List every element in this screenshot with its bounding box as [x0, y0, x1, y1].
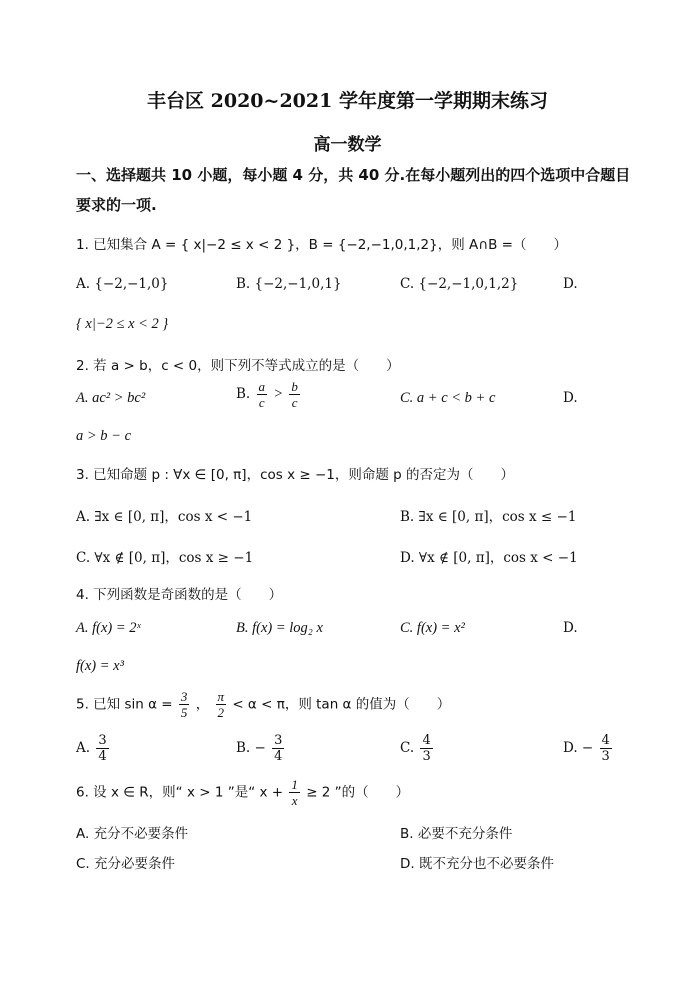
denominator: 3: [601, 749, 610, 764]
question-5-option-c: [400, 734, 435, 763]
page-title: 丰台区 2020~2021 学年度第一学期期末练习: [147, 90, 548, 112]
option-label: D. −: [563, 740, 594, 756]
denominator: 3: [422, 749, 431, 764]
question-1-stem: 1. 已知集合 A = { x|−2 ≤ x < 2 }，B = {−2,−1,0,1,2}，则 A∩B =（ ）: [76, 237, 567, 253]
question-5-stem-end: < α < π，则 tan α 的值为（ ）: [232, 696, 451, 713]
question-6-option-a: A. 充分不必要条件: [76, 826, 189, 842]
denominator: 4: [274, 749, 283, 764]
question-6-stem-start: 6. 设 x ∈ R，则“ x > 1 ”是“ x +: [76, 784, 284, 801]
fraction-3-over-4: [96, 734, 108, 763]
question-6-option-d: D. 既不充分也不必要条件: [400, 856, 554, 872]
question-6-stem-end: ≥ 2 ”的（ ）: [306, 784, 410, 801]
question-2-option-b-label: B.: [236, 386, 251, 402]
numerator: 3: [180, 689, 188, 704]
question-2-option-c: C. a + c < b + c: [400, 390, 496, 406]
question-4-stem: 4. 下列函数是奇函数的是（ ）: [76, 587, 283, 603]
question-1-option-d-label: D.: [563, 276, 578, 292]
question-5-option-a: [76, 734, 111, 763]
question-5-option-b: [236, 734, 286, 763]
numerator: 4: [601, 733, 610, 748]
numerator: π: [217, 689, 225, 704]
fraction-3-over-5: [179, 690, 190, 719]
question-4-option-b: B. f(x) = log₂ x: [236, 620, 323, 636]
question-2-stem: 2. 若 a > b，c < 0，则下列不等式成立的是（ ）: [76, 358, 400, 374]
numerator: b: [291, 379, 298, 394]
fraction-4-over-3: [600, 734, 612, 763]
question-5-stem-start: 5. 已知 sin α =: [76, 696, 173, 713]
question-1-option-b: B. {−2,−1,0,1}: [236, 276, 342, 292]
fraction-3-over-4: [272, 734, 284, 763]
denominator: 4: [98, 749, 107, 764]
separator: ，: [195, 696, 210, 713]
relation-symbol: >: [273, 386, 284, 402]
option-label: C.: [400, 740, 415, 756]
fraction-a-over-c: [257, 380, 268, 409]
option-label: B. −: [236, 740, 266, 756]
numerator: a: [258, 379, 266, 394]
denominator: c: [291, 395, 298, 410]
question-6-option-c: C. 充分必要条件: [76, 856, 176, 872]
denominator: c: [258, 395, 265, 410]
question-3-stem: 3. 已知命题 p : ∀x ∈ [0, π]，cos x ≥ −1，则命题 p 的否定为（ ）: [76, 467, 515, 483]
fraction-1-over-x: [289, 778, 300, 807]
question-2-option-d: a > b − c: [76, 428, 132, 444]
fraction-b-over-c: [289, 380, 300, 409]
question-1-option-d: { x|−2 ≤ x < 2 }: [76, 316, 169, 332]
question-1-option-c: C. {−2,−1,0,1,2}: [400, 276, 519, 292]
question-2-option-a: A. ac² > bc²: [76, 390, 146, 406]
numerator: 1: [291, 777, 298, 792]
question-6-stem: [76, 778, 409, 807]
question-4-option-a: A. f(x) = 2ˣ: [76, 620, 141, 636]
question-2-option-b: [236, 380, 302, 409]
question-3-option-a: A. ∃x ∈ [0, π]，cos x < −1: [76, 509, 253, 525]
question-6-option-b: B. 必要不充分条件: [400, 826, 513, 842]
fraction-pi-over-2: [216, 690, 227, 719]
question-3-option-d: D. ∀x ∉ [0, π]，cos x < −1: [400, 550, 578, 566]
question-5-option-d: [563, 734, 614, 763]
section-heading: 一、选择题共 10 小题，每小题 4 分，共 40 分.在每小题列出的四个选项中合题目要求的一项.: [76, 166, 631, 214]
question-1-option-a: A. {−2,−1,0}: [76, 276, 169, 292]
option-label: A.: [76, 740, 91, 756]
denominator: 2: [217, 705, 224, 720]
question-4-option-c: C. f(x) = x²: [400, 620, 465, 636]
question-3-option-b: B. ∃x ∈ [0, π]，cos x ≤ −1: [400, 509, 577, 525]
question-5-stem: [76, 690, 450, 719]
question-4-option-d-label: D.: [563, 620, 578, 636]
numerator: 3: [274, 733, 283, 748]
question-3-option-c: C. ∀x ∉ [0, π]，cos x ≥ −1: [76, 550, 254, 566]
denominator: 5: [180, 705, 188, 720]
question-2-option-d-label: D.: [563, 390, 578, 406]
denominator: x: [291, 793, 298, 808]
question-4-option-d: f(x) = x³: [76, 658, 124, 674]
numerator: 3: [98, 733, 107, 748]
page-subtitle: 高一数学: [313, 135, 382, 155]
numerator: 4: [422, 733, 431, 748]
fraction-4-over-3: [420, 734, 432, 763]
